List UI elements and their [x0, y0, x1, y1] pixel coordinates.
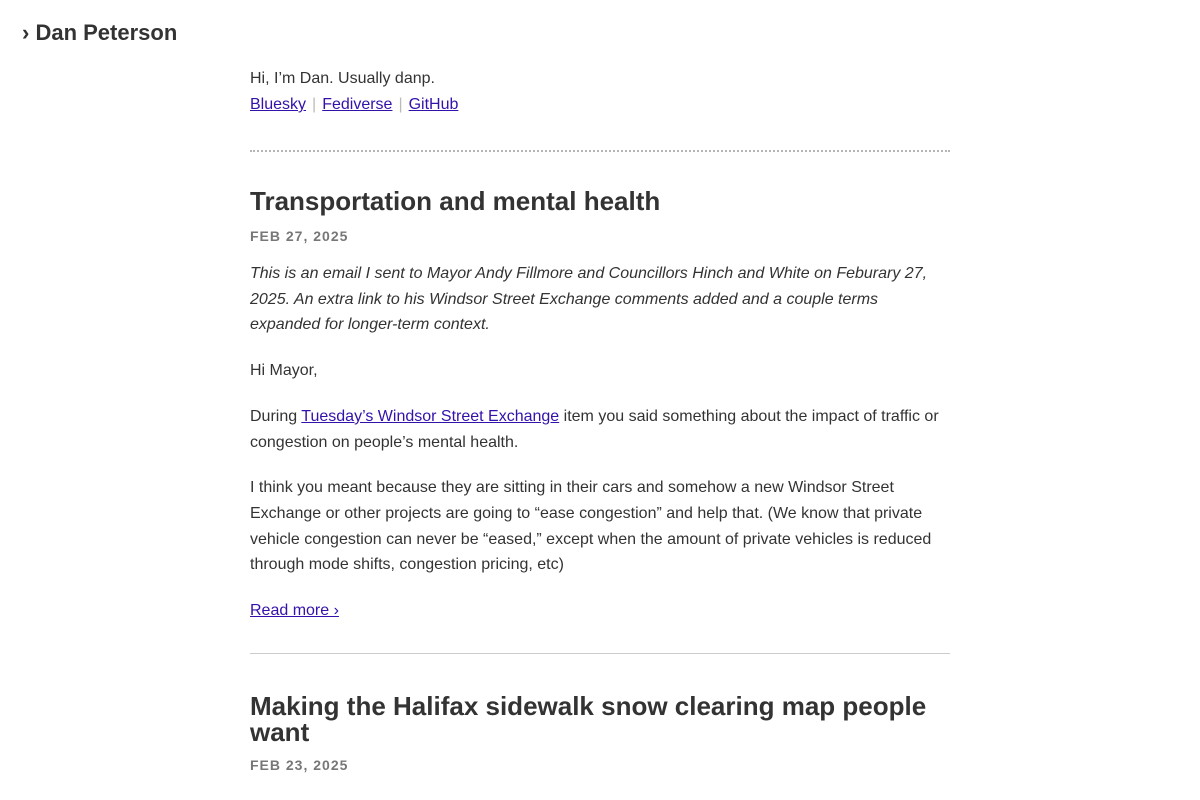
- chevron-right-icon: ›: [22, 20, 30, 45]
- site-title: Dan Peterson: [35, 20, 178, 45]
- paragraph-text: During: [250, 407, 302, 425]
- site-header: [22, 19, 177, 47]
- read-more-link[interactable]: Read more ›: [250, 602, 339, 620]
- post-paragraph: [250, 404, 950, 455]
- link-separator: |: [312, 96, 317, 113]
- windsor-exchange-link[interactable]: Tuesday’s Windsor Street Exchange: [301, 407, 560, 425]
- post-salutation: Hi Mayor,: [250, 362, 318, 380]
- main-content: [250, 66, 950, 773]
- post-title[interactable]: Making the Halifax sidewalk snow clearing map people want: [250, 690, 927, 747]
- post-item: [250, 690, 950, 773]
- home-link[interactable]: [22, 20, 177, 45]
- post-excerpt: [250, 261, 950, 624]
- post-date: FEB 23, 2025: [250, 756, 349, 773]
- post-item: [250, 188, 950, 624]
- social-links: [250, 92, 950, 118]
- post-paragraph: I think you meant because they are sitting in their cars and somehow a new Windsor Street Exchange or other projects are going to “ease congestion” and help that. (We know that private vehicle congestion can never be “eased,” except when the amount of private vehicles is reduced through mode shifts, congestion pricing, etc): [250, 479, 932, 574]
- post-date: FEB 27, 2025: [250, 228, 349, 244]
- intro-divider: [250, 150, 950, 152]
- post-title[interactable]: Transportation and mental health: [250, 186, 661, 216]
- post-divider: [250, 653, 950, 654]
- intro: [250, 66, 950, 118]
- post-lead: This is an email I sent to Mayor Andy Fillmore and Councillors Hinch and White on Feburary 27, 2025. An extra link to his Windsor Street Exchange comments added and a couple terms expanded for longer-term context.: [250, 265, 928, 334]
- bluesky-link[interactable]: Bluesky: [250, 96, 307, 113]
- paragraph-text: item you said something about the impact of traffic or congestion on people’s mental health.: [250, 407, 939, 451]
- intro-greeting: Hi, I’m Dan. Usually danp.: [250, 70, 435, 87]
- link-separator: |: [398, 96, 403, 113]
- github-link[interactable]: GitHub: [408, 96, 459, 113]
- fediverse-link[interactable]: Fediverse: [322, 96, 393, 113]
